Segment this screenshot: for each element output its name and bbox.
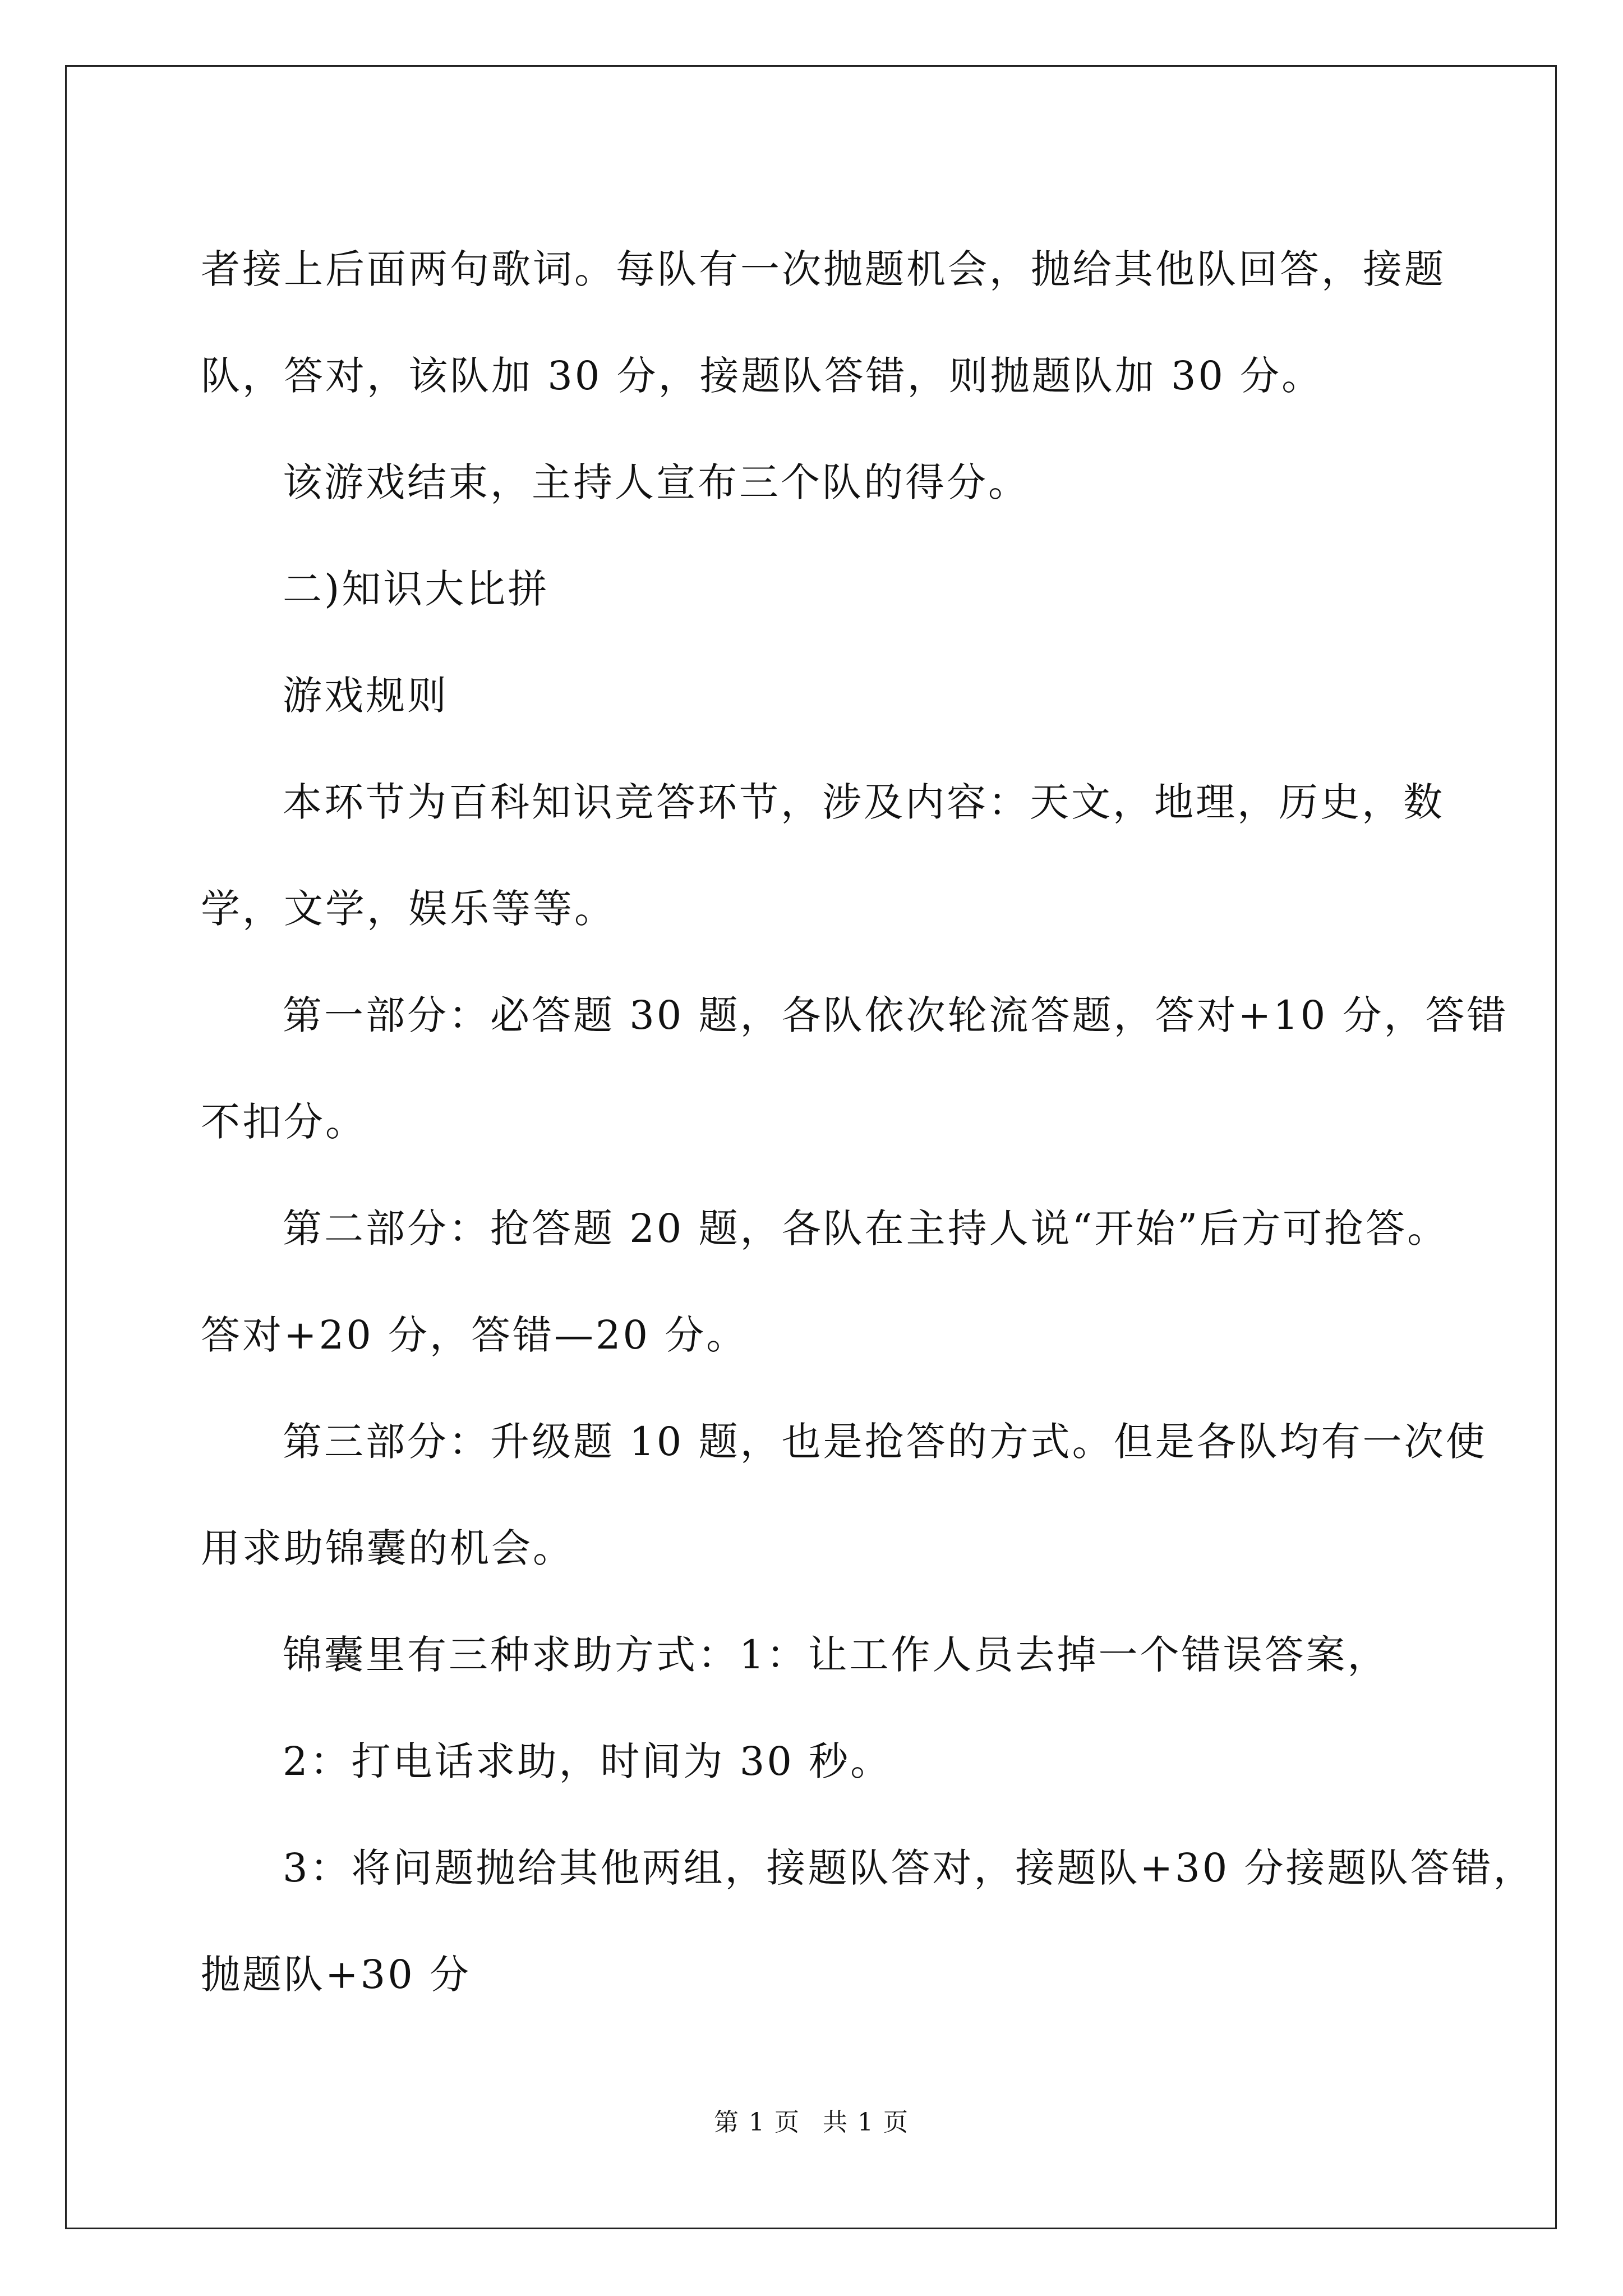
text-line: 者接上后面两句歌词。每队有一次抛题机会，抛给其他队回答，接题 bbox=[201, 246, 1446, 292]
document-body bbox=[201, 216, 1535, 2028]
subheading: 游戏规则 bbox=[283, 673, 449, 719]
page-footer bbox=[0, 2106, 1623, 2139]
text-line: 锦囊里有三种求助方式：1：让工作人员去掉一个错误答案， bbox=[283, 1632, 1389, 1678]
text-line: 答对+20 分，答错—20 分。 bbox=[201, 1312, 748, 1358]
text-line: 2：打电话求助，时间为 30 秒。 bbox=[283, 1738, 892, 1784]
text-line: 第三部分：升级题 10 题，也是抢答的方式。但是各队均有一次使 bbox=[283, 1419, 1487, 1465]
text-line: 不扣分。 bbox=[201, 1099, 367, 1145]
text-line: 该游戏结束，主持人宣布三个队的得分。 bbox=[283, 459, 1030, 505]
page-total: 共 1 页 bbox=[823, 2108, 909, 2137]
section-heading: 二)知识大比拼 bbox=[283, 566, 550, 612]
text-line: 第二部分：抢答题 20 题，各队在主持人说“开始”后方可抢答。 bbox=[283, 1205, 1449, 1251]
text-line: 第一部分：必答题 30 题，各队依次轮流答题，答对+10 分，答错 bbox=[283, 992, 1509, 1038]
text-line: 队，答对，该队加 30 分，接题队答错，则抛题队加 30 分。 bbox=[201, 353, 1324, 399]
text-line: 本环节为百科知识竞答环节，涉及内容：天文，地理，历史，数 bbox=[283, 779, 1445, 825]
text-line: 3：将问题抛给其他两组，接题队答对，接题队+30 分接题队答错， bbox=[283, 1845, 1535, 1891]
text-line: 学，文学，娱乐等等。 bbox=[201, 886, 616, 932]
text-line: 用求助锦囊的机会。 bbox=[201, 1525, 574, 1571]
page-number: 第 1 页 bbox=[714, 2108, 800, 2137]
text-line: 抛题队+30 分 bbox=[201, 1952, 471, 1998]
